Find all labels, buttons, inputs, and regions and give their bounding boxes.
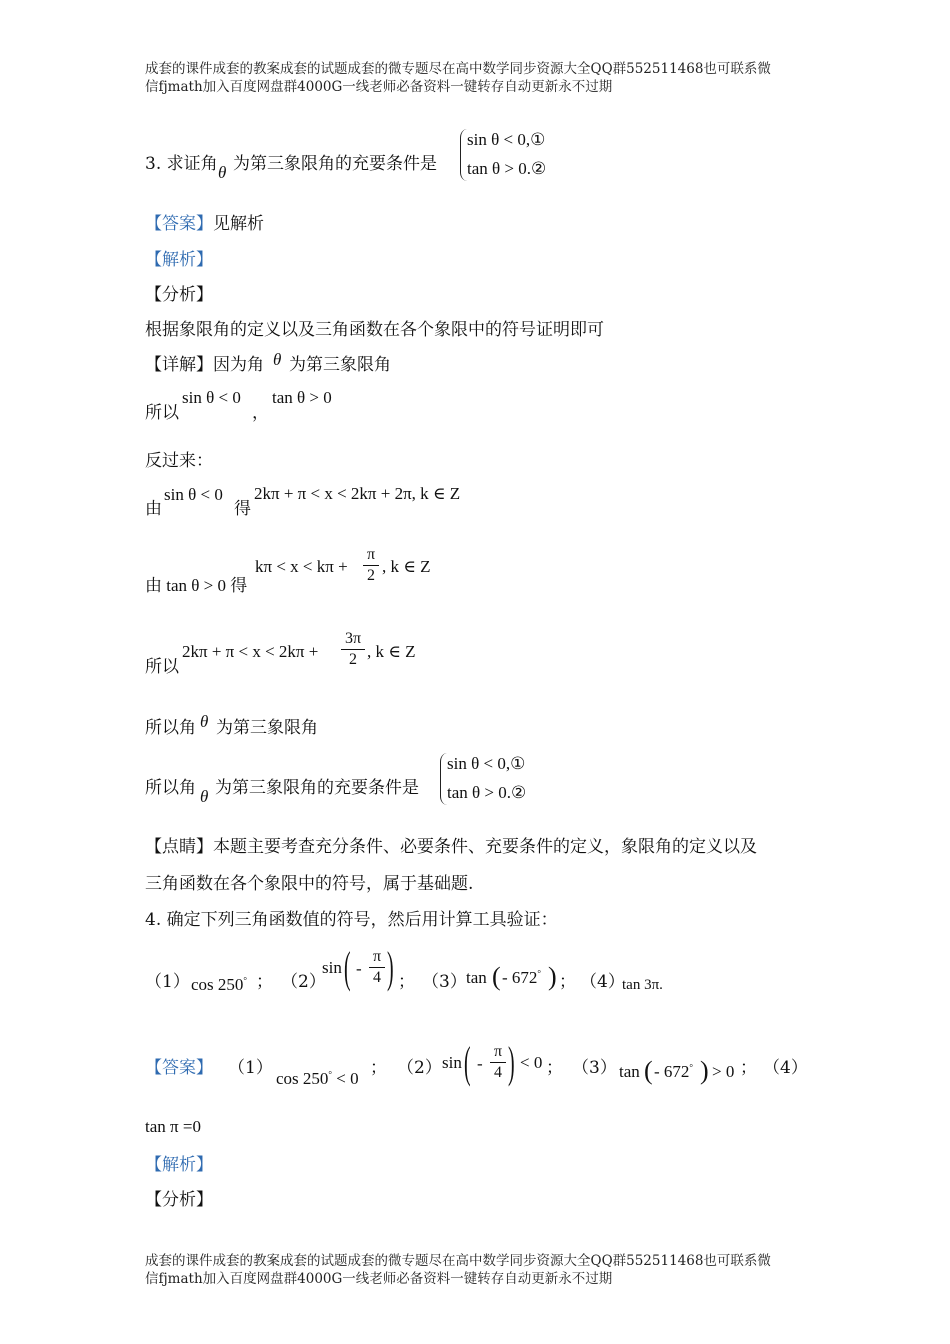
q3-brace xyxy=(460,129,467,181)
detail-row xyxy=(145,354,264,376)
q4-semi-1: ； xyxy=(256,972,273,992)
q4-semi-3: ； xyxy=(559,972,576,992)
conclusion-sys-2: tan θ > 0.② xyxy=(447,783,527,802)
suoyi-2: 所以 xyxy=(145,657,179,677)
a4-label-1: （1） xyxy=(228,1058,273,1078)
conclusion-2-post: 为第三象限角的充要条件是 xyxy=(215,778,419,798)
a4-label-4: （4） xyxy=(763,1058,808,1078)
fraction-pi-over-2: π 2 xyxy=(363,546,379,585)
q4-label-1: （1） xyxy=(145,972,190,992)
a4-semi-3: ； xyxy=(740,1058,757,1078)
q4-expr-1: cos 250° xyxy=(191,975,248,994)
conclusion-sys-1: sin θ < 0,① xyxy=(447,754,526,773)
q4-paren-right: ) xyxy=(387,943,394,992)
q3-stem xyxy=(145,153,218,175)
sin-lt-0: sin θ < 0 xyxy=(182,388,241,407)
answer-row xyxy=(145,213,264,235)
xiangjie-tag: 【详解】 xyxy=(145,355,213,375)
you-tan-row: 由 tan θ > 0 得 xyxy=(145,576,248,595)
inequality-3-pre: 2kπ + π < x < 2kπ + xyxy=(182,642,319,661)
jiexi-tag-4: 【解析】 xyxy=(145,1155,213,1175)
fraction-3pi-over-2: 3π 2 xyxy=(341,630,365,669)
q4-paren-3-right: ) xyxy=(548,962,557,991)
dianjing-line-1: 本题主要考查充分条件、必要条件、充要条件的定义，象限角的定义以及 xyxy=(213,837,757,857)
conclusion-2-theta: θ xyxy=(200,787,209,806)
q4-tan: tan xyxy=(466,968,487,987)
inequality-3-post: , k ∈ Z xyxy=(367,642,416,661)
q4-paren-3-left: ( xyxy=(492,962,501,991)
a4-minus: - xyxy=(477,1054,483,1073)
q4-minus: - xyxy=(356,959,362,978)
header-line-2: 信fjmath加入百度网盘群4000G一线老师必备资料一键转存自动更新永不过期 xyxy=(145,79,613,95)
a4-expr-1: cos 250° < 0 xyxy=(276,1069,359,1088)
q4-semi-2: ； xyxy=(398,972,415,992)
fenxi-tag: 【分析】 xyxy=(145,285,213,305)
q3-sys-1: sin θ < 0,① xyxy=(467,130,546,149)
a4-label-2: （2） xyxy=(397,1058,442,1078)
q3-sys-2: tan θ > 0.② xyxy=(467,159,547,178)
conclusion-2-pre: 所以角 xyxy=(145,778,196,798)
a4-fraction: π 4 xyxy=(490,1043,506,1082)
dianjing-line-2: 三角函数在各个象限中的符号，属于基础题. xyxy=(145,874,474,894)
detail-pre: 因为角 xyxy=(213,355,264,375)
inequality-2-pre: kπ < x < kπ + xyxy=(255,557,348,576)
a4-semi-2: ； xyxy=(546,1058,563,1078)
a4-tan: tan xyxy=(619,1062,640,1081)
q4-sin: sin xyxy=(322,958,342,977)
a4-sin: sin xyxy=(442,1053,462,1072)
dianjing-row xyxy=(145,836,757,858)
inequality-2-post: , k ∈ Z xyxy=(382,557,431,576)
a4-expr-4: tan π =0 xyxy=(145,1117,201,1136)
a4-semi-1: ； xyxy=(370,1058,387,1078)
detail-post: 为第三象限角 xyxy=(289,355,391,375)
jiexi-tag: 【解析】 xyxy=(145,250,213,270)
a4-paren-left: ( xyxy=(464,1038,471,1087)
q4-label-4: （4） xyxy=(580,972,625,992)
comma: ， xyxy=(252,403,269,423)
answer-tag-4: 【答案】 xyxy=(145,1058,213,1078)
conclusion-1-post: 为第三象限角 xyxy=(216,718,318,738)
q3-theta: θ xyxy=(218,163,227,182)
answer-tag: 【答案】 xyxy=(145,214,213,234)
q3-suffix: 为第三象限角的充要条件是 xyxy=(233,154,437,174)
conclusion-1-theta: θ xyxy=(200,712,209,731)
a4-paren-3-left: ( xyxy=(644,1056,653,1085)
a4-lt0-2: < 0 xyxy=(520,1053,543,1072)
answer-text: 见解析 xyxy=(213,214,264,234)
conclusion-1-pre: 所以角 xyxy=(145,718,196,738)
q4-fraction: π 4 xyxy=(369,948,385,987)
conclusion-brace xyxy=(440,753,447,805)
q4-paren-left: ( xyxy=(344,943,351,992)
tan-gt-0: tan θ > 0 xyxy=(272,388,332,407)
q3-prefix: 3. 求证角 xyxy=(145,154,218,174)
q4-expr-3: - 672° xyxy=(502,968,542,987)
suoyi-1: 所以 xyxy=(145,403,179,423)
footer-line-1: 成套的课件成套的教案成套的试题成套的微专题尽在高中数学同步资源大全QQ群552511468也可联系微 xyxy=(145,1253,771,1269)
fanguolai: 反过来： xyxy=(145,451,213,471)
detail-theta: θ xyxy=(273,350,282,369)
q4-stem: 4. 确定下列三角函数值的符号，然后用计算工具验证： xyxy=(145,910,558,930)
inequality-1: 2kπ + π < x < 2kπ + 2π, k ∈ Z xyxy=(254,484,461,503)
a4-gt0-3: > 0 xyxy=(712,1062,735,1081)
sin-lt-0-b: sin θ < 0 xyxy=(164,485,223,504)
header-line-1: 成套的课件成套的教案成套的试题成套的微专题尽在高中数学同步资源大全QQ群552511468也可联系微 xyxy=(145,61,771,77)
dianjing-tag: 【点睛】 xyxy=(145,837,213,857)
q4-label-3: （3） xyxy=(422,972,467,992)
de-1: 得 xyxy=(234,499,251,519)
q4-label-2: （2） xyxy=(281,972,326,992)
footer-line-2: 信fjmath加入百度网盘群4000G一线老师必备资料一键转存自动更新永不过期 xyxy=(145,1271,613,1287)
q4-expr-4: tan 3π. xyxy=(622,977,663,993)
a4-paren-3-right: ) xyxy=(700,1056,709,1085)
you-1: 由 xyxy=(145,499,162,519)
a4-expr-3: - 672° xyxy=(654,1062,694,1081)
fenxi-tag-4: 【分析】 xyxy=(145,1190,213,1210)
analysis-text: 根据象限角的定义以及三角函数在各个象限中的符号证明即可 xyxy=(145,320,604,340)
a4-label-3: （3） xyxy=(572,1058,617,1078)
a4-paren-right: ) xyxy=(508,1038,515,1087)
